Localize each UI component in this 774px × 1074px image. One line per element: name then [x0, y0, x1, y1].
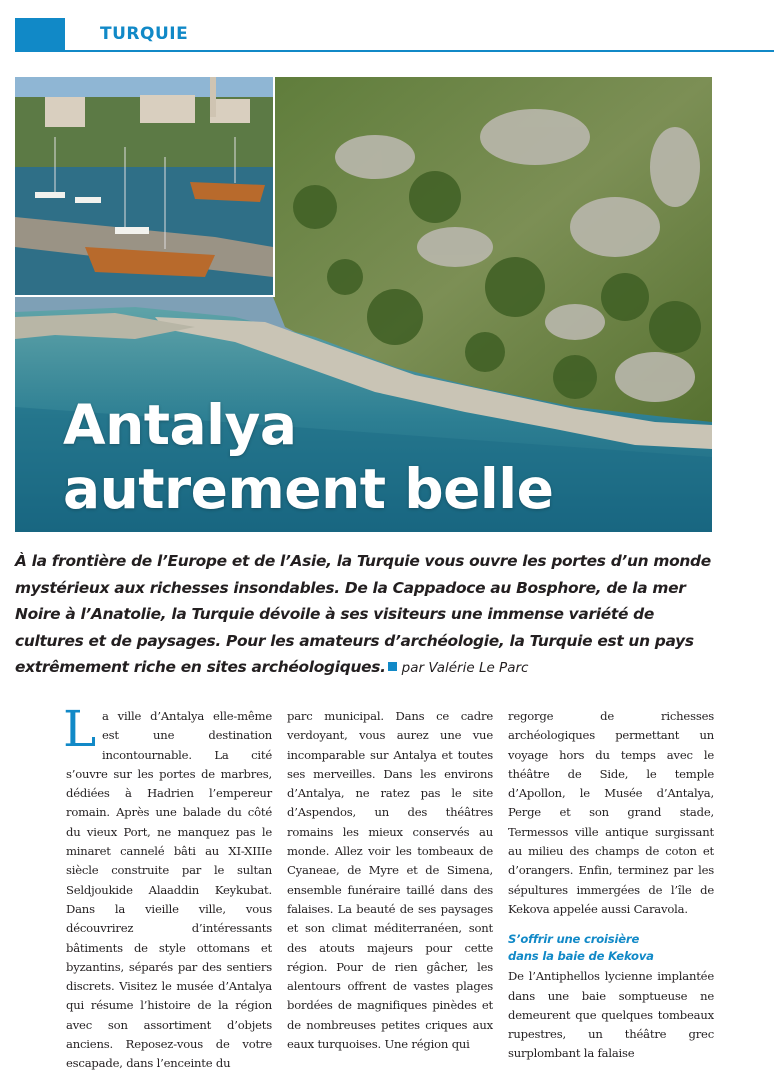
- inset-photo: [15, 77, 275, 297]
- subheading-line-1: S’offrir une croisière: [508, 932, 640, 947]
- drop-cap: L: [63, 700, 97, 758]
- column-2-text: parc municipal. Dans ce cadre verdoyant, vous aurez une vue incomparable sur Antalya et toutes ses merveilles. Dans les environs d’Antalya, ne ratez pas le site d’Aspendos, un des théâtres romains les mieux conservés au monde. Allez voir les tombeaux de Cyaneae, de Myre et de Simena, ensemble funéraire taillé dans des falaises. La beauté de ses paysages et son climat méditerranéen, sont des atouts majeurs pour cette région. Pour de rien gâcher, les alentours offrent de vastes plages bordées de magnifiques pinèdes et de nombreuses petites criques aux eaux turquoises. Une région qui: [287, 709, 493, 1052]
- byline: par Valérie Le Parc: [401, 660, 529, 676]
- title-line-1: Antalya: [63, 393, 297, 457]
- article-column-3: [508, 707, 714, 1064]
- intro-text: À la frontière de l’Europe et de l’Asie, la Turquie vous ouvre les portes d’un monde mystérieux aux richesses insondables. De la Cappadoce au Bosphore, de la mer Noire à l’Anatolie, la Turquie dévoile à ses visiteurs une immense variété de cultures et de paysages. Pour les amateurs d’archéologie, la Turquie est un pays extrêmement riche en sites archéologiques.: [15, 552, 711, 676]
- column-1-text: a ville d’Antalya elle-même est une destination incontournable. La cité s’ouvre sur les portes de marbres, dédiées à Hadrien l’empereur romain. Après une balade du côté du vieux Port, ne manquez pas le minaret cannelé bâti au XI-XIIIe siècle construite par le sultan Seldjoukide Alaaddin Keykubat. Dans la vieille ville, vous découvrirez d’intéressants bâtiments de style ottomans et byzantins, séparés par des sentiers discrets. Visitez le musée d’Antalya qui résume l’histoire de la région avec son assortiment d’objets anciens. Reposez-vous de votre escapade, dans l’enceinte du: [66, 709, 272, 1071]
- square-bullet-icon: [388, 662, 397, 671]
- title-line-2: autrement belle: [63, 457, 554, 521]
- article-intro: [15, 548, 715, 682]
- section-header-rule: [65, 50, 774, 52]
- subheading: [508, 931, 714, 965]
- section-color-block: [15, 18, 65, 52]
- subheading-line-2: dans la baie de Kekova: [508, 949, 654, 964]
- article-column-2: [287, 707, 493, 1054]
- article-column-1: [63, 700, 272, 1074]
- section-label: TURQUIE: [100, 24, 189, 44]
- column-3-continued-text: De l’Antiphellos lycienne implantée dans une baie somptueuse ne demeurent que quelques tombeaux rupestres, un théâtre grec surplombant la falaise: [508, 969, 714, 1061]
- column-3-text: regorge de richesses archéologiques permettant un voyage hors du temps avec le théâtre de Side, le temple d’Apollon, le Musée d’Antalya, Perge et son grand stade, Termessos ville antique surgissant au milieu des champs de coton et d’orangers. Enfin, terminez par les sépultures immergées de l’île de Kekova appelée aussi Caravola.: [508, 709, 714, 916]
- article-title: [63, 393, 553, 521]
